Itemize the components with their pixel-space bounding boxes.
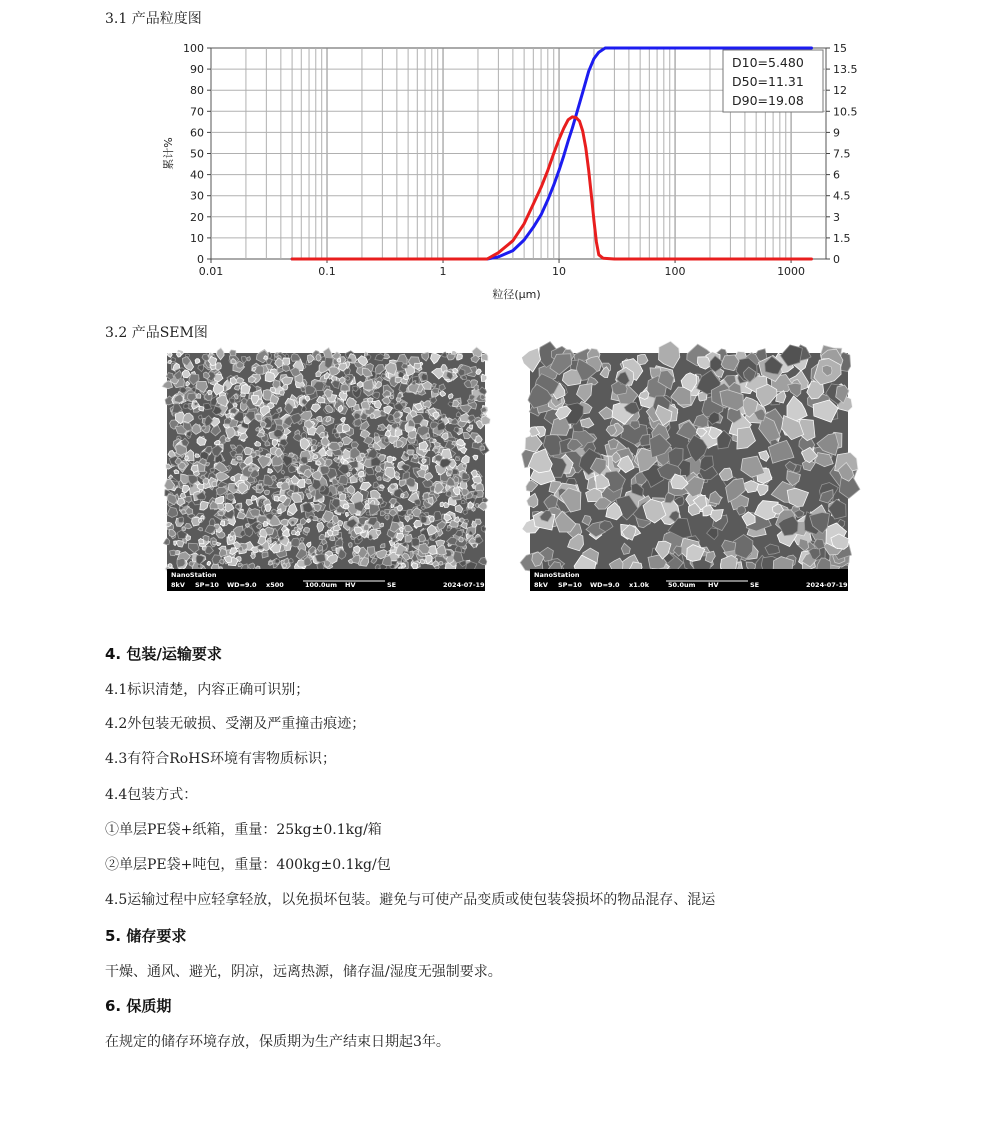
sem-particle [527,493,538,507]
sem-particle [414,499,420,505]
sem-particle [305,396,309,401]
sem-particle [258,486,261,490]
sem-date: 2024-07-19 [806,581,848,589]
sem-particle [358,471,364,476]
sem-particle [409,515,413,520]
sem-particle [407,510,412,516]
particle-size-chart-svg [150,38,858,313]
sem-particle [448,394,453,399]
section-4-item: 4.1标识清楚，内容正确可识别； [105,682,310,698]
y2-tick-label: 13.5 [833,63,858,77]
y2-tick-label: 10.5 [833,105,858,119]
sem-particle [249,468,253,472]
sem-particle [469,425,473,429]
sem-particle [407,450,414,455]
section-6-text: 在规定的储存环境存放，保质期为生产结束日期起3年。 [105,1034,450,1050]
sem-particle [402,364,408,369]
legend-entry: D10=5.480 [732,55,804,70]
x-tick-label: 1 [439,265,447,278]
x-tick-label: 0.01 [198,265,224,278]
sem-particle [482,416,491,426]
sem-date: 2024-07-19 [443,581,485,589]
sem-particle [194,403,197,406]
sem-particle [398,393,402,398]
legend-entry: D90=19.08 [732,93,804,108]
legend-entry: D50=11.31 [732,74,804,89]
sem-particle [275,559,279,563]
sem-particle [184,404,190,409]
sem-kv: 8kV [534,581,548,589]
sem-particle [208,390,213,395]
y-tick-label: 40 [190,168,204,182]
sem-particle [162,381,172,389]
sem-scale-label: 50.0um [668,581,696,589]
sem-particle [371,401,375,404]
sem-particle [465,519,469,522]
sem-particle [304,528,310,533]
sem-particle [266,454,271,458]
sem-particle [412,538,420,547]
y2-tick-label: 6 [833,168,840,182]
section-4-item: 4.3有符合RoHS环境有害物质标识； [105,751,337,767]
sem-particle [432,384,436,388]
sem-image-x1k [530,353,848,591]
y-tick-label: 60 [190,126,204,140]
sem-wd: WD=9.0 [590,581,620,589]
sem-particle [387,456,394,462]
sem-particle [197,565,200,569]
y-tick-label: 80 [190,84,204,98]
y2-tick-label: 3 [833,210,840,224]
x-tick-label: 1000 [777,265,806,278]
sem-particle [264,490,269,495]
sem-particle [401,563,405,567]
sem-particle [237,456,242,460]
section-4-item: 4.2外包装无破损、受潮及严重撞击痕迹； [105,716,366,732]
section-3-2-title: 3.2 产品SEM图 [105,325,208,341]
y2-tick-label: 7.5 [833,147,851,161]
y-tick-label: 0 [197,253,204,266]
sem-particle [291,538,299,547]
sem-particle [307,519,311,523]
sem-image-x500 [167,353,485,591]
sem-particle [395,377,401,383]
sem-micrograph-x500 [167,353,485,591]
section-4-item: 4.4包装方式： [105,787,198,803]
sem-particle [195,359,200,364]
sem-particle [178,517,183,523]
sem-particle [313,445,317,450]
sem-particle [475,519,482,525]
y-tick-label: 20 [190,210,204,224]
sem-particle [339,494,346,501]
y-tick-label: 70 [190,105,204,119]
sem-particle [170,550,176,556]
sem-kv: 8kV [171,581,185,589]
section-4-item: ①单层PE袋+纸箱，重量：25kg±0.1kg/箱 [105,822,382,838]
sem-particle [245,524,249,528]
sem-hv: HV [708,581,719,589]
sem-particle [447,354,455,360]
y-tick-label: 30 [190,189,204,203]
sem-particle [412,563,418,569]
sem-particle [285,354,288,358]
sem-particle [181,510,186,515]
sem-particle [264,356,268,360]
sem-particle [481,374,487,381]
sem-brand: NanoStation [534,571,580,579]
sem-particle [332,428,336,433]
sem-particle [212,481,217,487]
sem-particle [213,541,217,545]
sem-particle [348,543,352,548]
y-tick-label: 90 [190,63,204,77]
sem-particle [368,444,373,448]
sem-info-bar [167,569,485,591]
sem-magnification: x500 [266,581,284,589]
sem-sp: SP=10 [558,581,582,589]
sem-particle [434,511,442,521]
sem-particle [255,366,264,375]
sem-particle [247,357,251,361]
x-tick-label: 100 [664,265,686,278]
sem-particle [361,401,370,409]
x-tick-label: 10 [552,265,567,278]
sem-magnification: x1.0k [629,581,650,589]
sem-particle [168,564,172,568]
sem-particle [351,442,358,448]
sem-particle [291,521,295,525]
section-3-1-title: 3.1 产品粒度图 [105,11,202,27]
sem-particle [336,459,340,463]
sem-particle [315,554,326,562]
sem-se: SE [750,581,760,589]
sem-particle [354,405,360,411]
y2-tick-label: 9 [833,126,840,140]
section-4-item: ②单层PE袋+吨包，重量：400kg±0.1kg/包 [105,857,391,873]
sem-hv: HV [345,581,356,589]
sem-particle [279,390,284,396]
sem-particle [442,414,446,418]
sem-particle [423,493,429,500]
section-5-text: 干燥、通风、避光，阴凉，远离热源，储存温/湿度无强制要求。 [105,964,502,980]
sem-se: SE [387,581,397,589]
sem-particle [234,386,240,391]
sem-particle [265,372,275,382]
sem-particle [292,458,296,462]
x-tick-label: 0.1 [318,265,336,278]
y2-tick-label: 0 [833,253,840,266]
sem-particle [277,541,280,545]
y2-tick-label: 1.5 [833,231,851,245]
y-tick-label: 100 [183,42,204,55]
sem-scale-label: 100.0um [305,581,337,589]
sem-particle [390,395,393,399]
sem-particle [229,398,235,403]
sem-particle [168,360,172,364]
sem-particle [441,352,446,357]
sem-micrograph-x1k [530,353,848,591]
y-tick-label: 10 [190,231,204,245]
sem-wd: WD=9.0 [227,581,257,589]
sem-particle [426,434,430,438]
sem-sp: SP=10 [195,581,219,589]
sem-particle [481,446,485,451]
sem-info-bar [530,569,848,591]
sem-particle [199,406,204,411]
section-4-item: 4.5运输过程中应轻拿轻放，以免损坏包装。避免与可使产品变质或使包装袋损坏的物品混存、混运 [105,892,716,908]
sem-particle [482,353,488,360]
sem-particle [737,506,746,516]
sem-brand: NanoStation [171,571,217,579]
sem-particle [447,528,451,531]
y2-tick-label: 4.5 [833,189,851,203]
sem-particle [421,373,427,380]
sem-particle [342,424,350,431]
section-6-title: 6. 保质期 [105,997,172,1015]
y-axis-label: 累计% [162,137,175,170]
x-axis-label: 粒径(μm) [492,288,541,301]
sem-particle [220,521,224,526]
sem-particle [210,468,215,472]
sem-particle [364,524,369,531]
section-5-title: 5. 储存要求 [105,927,187,945]
sem-particle [347,472,350,476]
sem-particle [460,518,464,522]
y2-tick-label: 12 [833,84,847,98]
chart-legend [723,50,823,112]
y-tick-label: 50 [190,147,204,161]
section-4-title: 4. 包装/运输要求 [105,645,222,663]
sem-particle [197,394,201,399]
sem-particle [241,384,251,393]
sem-particle [457,354,463,360]
y2-tick-label: 15 [833,42,847,55]
particle-size-chart [150,38,858,313]
